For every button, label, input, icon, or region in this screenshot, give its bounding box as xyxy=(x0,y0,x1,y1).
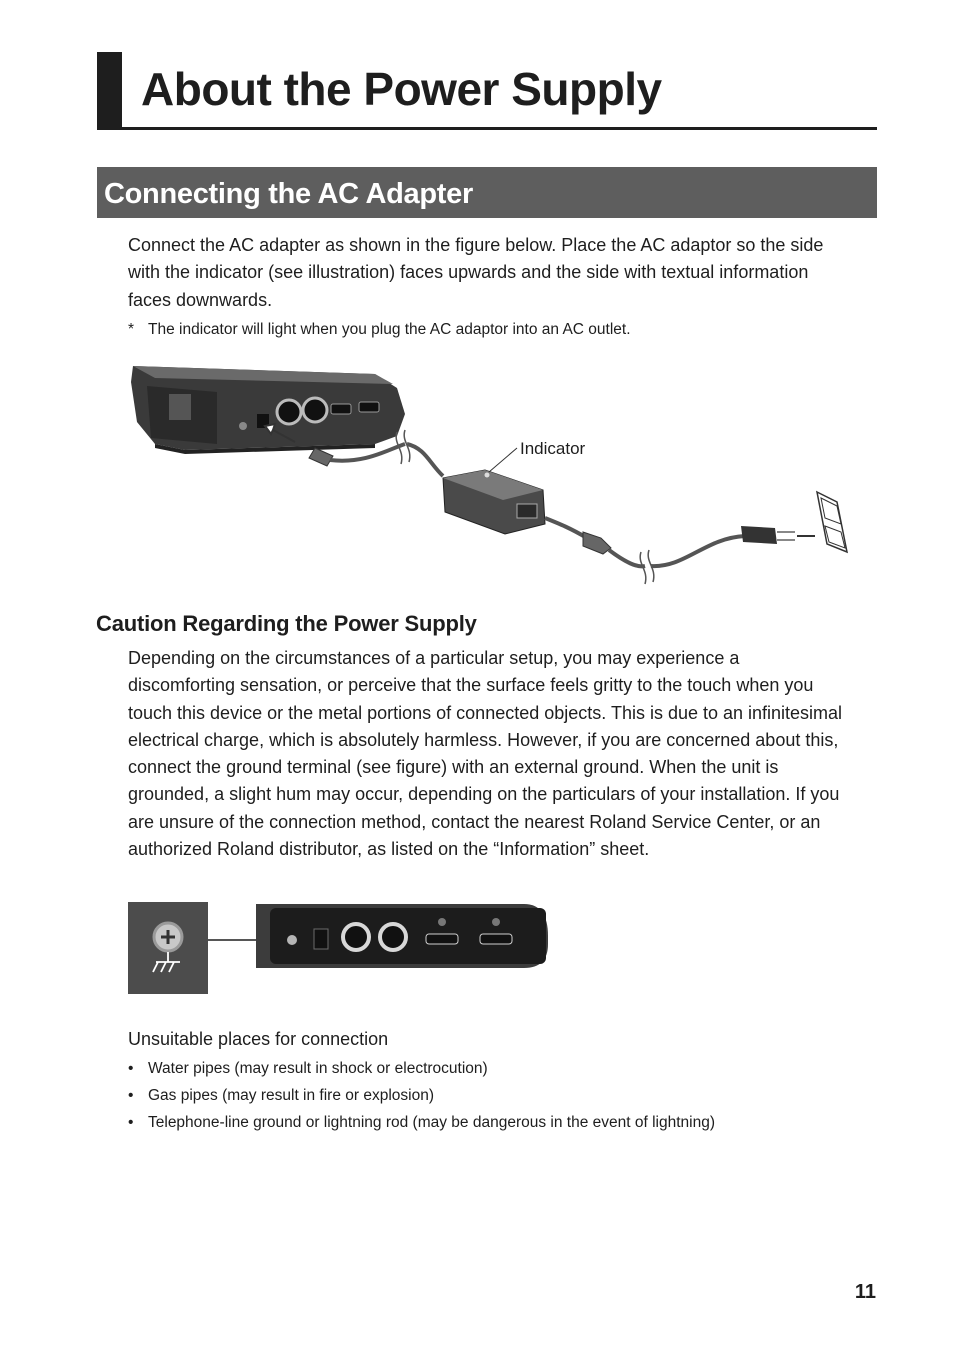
ac-adapter-illustration xyxy=(125,352,865,590)
adapter-indicator-light xyxy=(485,473,490,478)
indicator-leader-line xyxy=(489,448,517,472)
ac-adapter-brick xyxy=(443,470,545,534)
caution-title: Caution Regarding the Power Supply xyxy=(96,611,477,636)
list-item-text: Gas pipes (may result in fire or explosion) xyxy=(148,1087,435,1104)
ac-adapter-connection-figure xyxy=(125,352,865,595)
intro-paragraph: Connect the AC adapter as shown in the figure below. Place the AC adaptor so the side with the indicator (see illustration) faces upwards and the side with textual information faces downwards. xyxy=(128,235,824,310)
note-mark: * xyxy=(128,321,135,338)
list-item xyxy=(128,1082,715,1109)
device-illustration xyxy=(131,366,405,454)
bullet-mark: • xyxy=(128,1114,134,1131)
title-accent-bar xyxy=(97,52,122,129)
indicator-label: Indicator xyxy=(520,439,586,458)
ground-terminal-illustration xyxy=(128,900,550,996)
list-item-text: Telephone-line ground or lightning rod (may be dangerous in the event of lightning) xyxy=(148,1114,715,1131)
bullet-mark: • xyxy=(128,1060,134,1077)
page-title: About the Power Supply xyxy=(141,63,662,115)
unsuitable-list xyxy=(128,1055,715,1136)
note-text: The indicator will light when you plug the AC adaptor into an AC outlet. xyxy=(148,321,631,338)
title-rule xyxy=(97,127,877,130)
list-item xyxy=(128,1055,715,1082)
note xyxy=(128,320,631,340)
ground-terminal-figure xyxy=(128,900,550,1001)
list-item xyxy=(128,1109,715,1136)
wall-outlet-icon xyxy=(817,492,847,552)
unsuitable-heading: Unsuitable places for connection xyxy=(128,1029,389,1049)
page-number: 11 xyxy=(854,1281,876,1303)
section-title: Connecting the AC Adapter xyxy=(104,178,473,210)
list-item-text: Water pipes (may result in shock or electrocution) xyxy=(148,1060,488,1077)
bullet-mark: • xyxy=(128,1087,134,1104)
caution-paragraph: Depending on the circumstances of a particular setup, you may experience a discomforting sensation, or perceive that the surface feels gritty to the touch when you touch this device or the metal portions of connected objects. This is due to an infinitesimal electrical charge, which is absolutely harmless. However, if you are concerned about this, connect the ground terminal (see figure) with an external ground. When the unit is grounded, a slight hum may occur, depending on the particulars of your installation. If you are unsure of the connection method, contact the nearest Roland Service Center, or an authorized Roland distributor, as listed on the “Information” sheet. xyxy=(128,648,843,860)
